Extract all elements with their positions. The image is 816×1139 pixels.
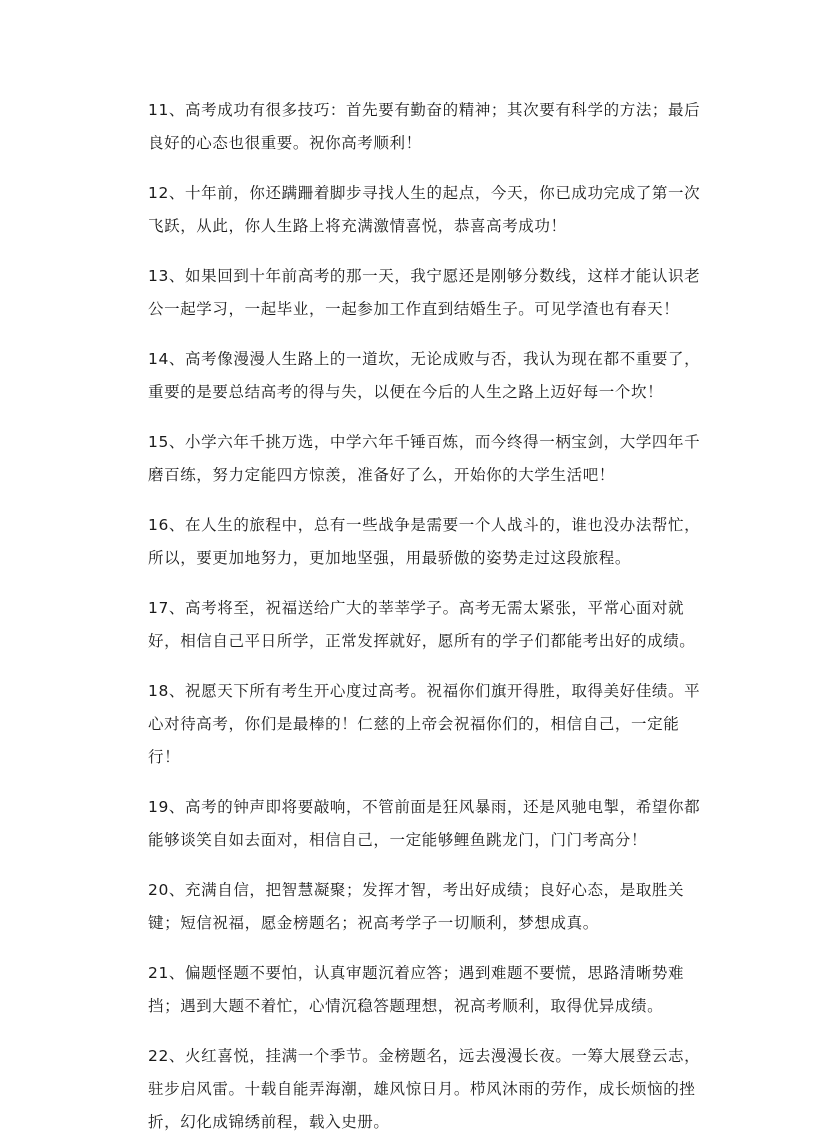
paragraph-20: 20、充满自信，把智慧凝聚；发挥才智，考出好成绩；良好心态，是取胜关键；短信祝福，愿金榜题名；祝高考学子一切顺利，梦想成真。: [148, 881, 685, 932]
paragraph-13: 13、如果回到十年前高考的那一天，我宁愿还是刚够分数线，这样才能认识老公一起学习，一起毕业，一起参加工作直到结婚生子。可见学渣也有春天！: [148, 267, 701, 318]
paragraph-11: 11、高考成功有很多技巧：首先要有勤奋的精神；其次要有科学的方法；最后良好的心态也很重要。祝你高考顺利！: [148, 101, 701, 152]
paragraph-14: 14、高考像漫漫人生路上的一道坎，无论成败与否，我认为现在都不重要了，重要的是要总结高考的得与失，以便在今后的人生之路上迈好每一个坎！: [148, 350, 701, 401]
paragraph-12: 12、十年前，你还蹒跚着脚步寻找人生的起点，今天，你已成功完成了第一次飞跃，从此，你人生路上将充满激情喜悦，恭喜高考成功！: [148, 184, 701, 235]
paragraph-16: 16、在人生的旅程中，总有一些战争是需要一个人战斗的，谁也没办法帮忙，所以，要更加地努力，更加地坚强，用最骄傲的姿势走过这段旅程。: [148, 516, 701, 567]
paragraph-18: 18、祝愿天下所有考生开心度过高考。祝福你们旗开得胜，取得美好佳绩。平心对待高考，你们是最棒的！仁慈的上帝会祝福你们的，相信自己，一定能行！: [148, 682, 701, 766]
paragraph-21: 21、偏题怪题不要怕，认真审题沉着应答；遇到难题不要慌，思路清晰势难挡；遇到大题不着忙，心情沉稳答题理想，祝高考顺利，取得优异成绩。: [148, 964, 685, 1015]
paragraph-22: 22、火红喜悦，挂满一个季节。金榜题名，远去漫漫长夜。一筹大展登云志，驻步启风雷。十载自能弄海潮，雄风惊日月。栉风沐雨的劳作，成长烦恼的挫折，幻化成锦绣前程，载入史册。: [148, 1047, 701, 1131]
paragraph-17: 17、高考将至，祝福送给广大的莘莘学子。高考无需太紧张，平常心面对就好，相信自己平日所学，正常发挥就好，愿所有的学子们都能考出好的成绩。: [148, 599, 696, 650]
paragraph-19: 19、高考的钟声即将要敲响，不管前面是狂风暴雨，还是风驰电掣，希望你都能够谈笑自如去面对，相信自己，一定能够鲤鱼跳龙门，门门考高分！: [148, 798, 701, 849]
paragraph-15: 15、小学六年千挑万选，中学六年千锤百炼，而今终得一柄宝剑，大学四年千磨百练，努力定能四方惊羡，准备好了么，开始你的大学生活吧！: [148, 433, 701, 484]
